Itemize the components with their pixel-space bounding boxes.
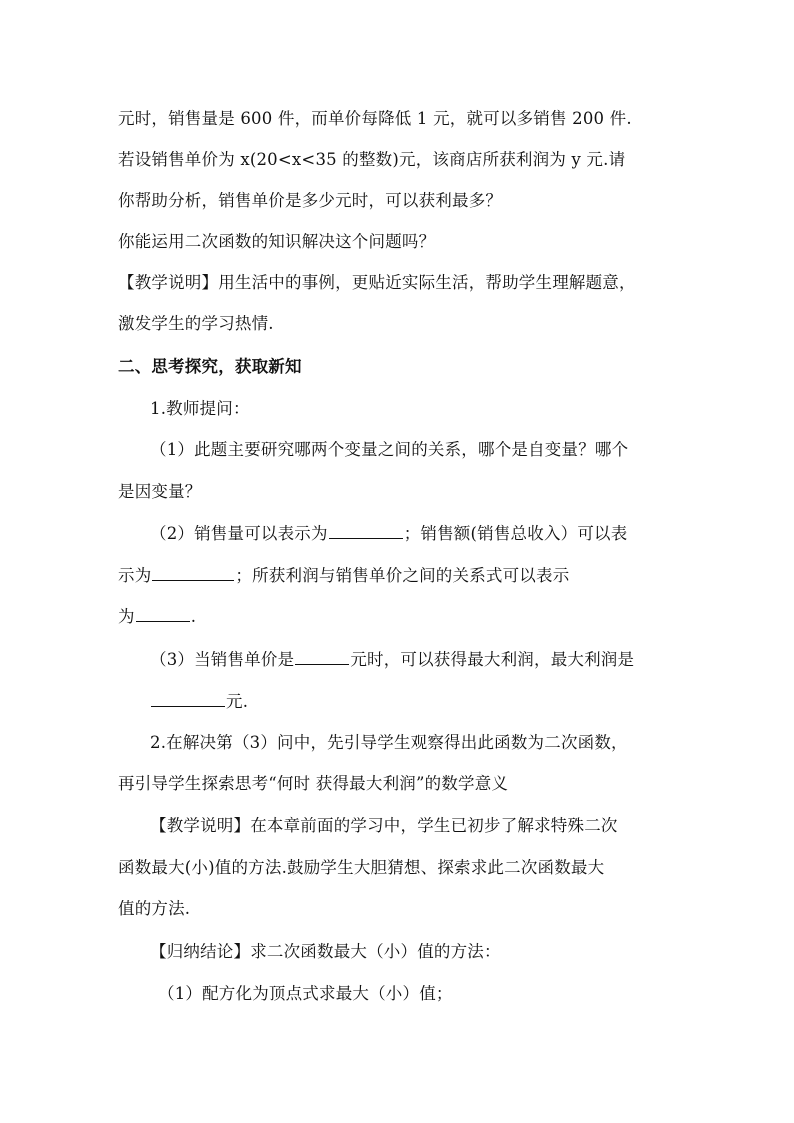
conclusion-line: 【归纳结论】求二次函数最大（小）值的方法：	[150, 942, 501, 961]
question-text: .	[190, 607, 197, 626]
method-line: （1）配方化为顶点式求最大（小）值；	[158, 984, 453, 1003]
question-text: 为	[118, 607, 135, 626]
answer-blank	[295, 648, 349, 665]
teaching-note-line: 值的方法.	[118, 899, 191, 918]
question-text: ；销售额(销售总收入）可以表	[403, 524, 628, 543]
question-line	[150, 522, 627, 545]
question-text: 元.	[226, 692, 249, 711]
question-line: 2.在解决第（3）问中，先引导学生观察得出此函数为二次函数，	[150, 733, 628, 752]
teaching-note-line: 【教学说明】用生活中的事例，更贴近实际生活，帮助学生理解题意，	[118, 273, 636, 292]
question-text: 示为	[118, 566, 152, 585]
paragraph-line: 元时，销售量是 600 件，而单价每降低 1 元，就可以多销售 200 件.	[118, 109, 632, 128]
question-line	[150, 648, 634, 671]
question-line	[150, 690, 248, 713]
answer-blank	[151, 690, 225, 707]
answer-blank	[136, 605, 190, 622]
question-line: 是因变量？	[118, 482, 202, 501]
paragraph-line: 你帮助分析，销售单价是多少元时，可以获利最多？	[118, 191, 503, 210]
question-text: 元时，可以获得最大利润，最大利润是	[350, 650, 635, 669]
answer-blank	[329, 522, 403, 539]
teaching-note-line: 函数最大(小)值的方法.鼓励学生大胆猜想、探索求此二次函数最大	[118, 858, 605, 877]
question-text: ；所获利润与销售单价之间的关系式可以表示	[235, 566, 570, 585]
teaching-note-line: 【教学说明】在本章前面的学习中，学生已初步了解求特殊二次	[150, 816, 618, 835]
question-line: 再引导学生探索思考“何时 获得最大利润”的数学意义	[118, 774, 509, 793]
section-heading: 二、思考探究，获取新知	[118, 357, 302, 376]
question-text: （3）当销售单价是	[150, 650, 295, 669]
paragraph-line: 若设销售单价为 x(20<x<35 的整数)元，该商店所获利润为 y 元.请	[118, 150, 626, 169]
question-line: （1）此题主要研究哪两个变量之间的关系，哪个是自变量？哪个	[150, 440, 629, 459]
answer-blank	[152, 564, 234, 581]
question-line	[118, 564, 569, 587]
paragraph-line: 你能运用二次函数的知识解决这个问题吗？	[118, 232, 436, 251]
question-text: （2）销售量可以表示为	[150, 524, 328, 543]
question-heading: 1.教师提问：	[150, 399, 250, 418]
teaching-note-line: 激发学生的学习热情.	[118, 314, 274, 333]
question-line	[118, 605, 196, 628]
